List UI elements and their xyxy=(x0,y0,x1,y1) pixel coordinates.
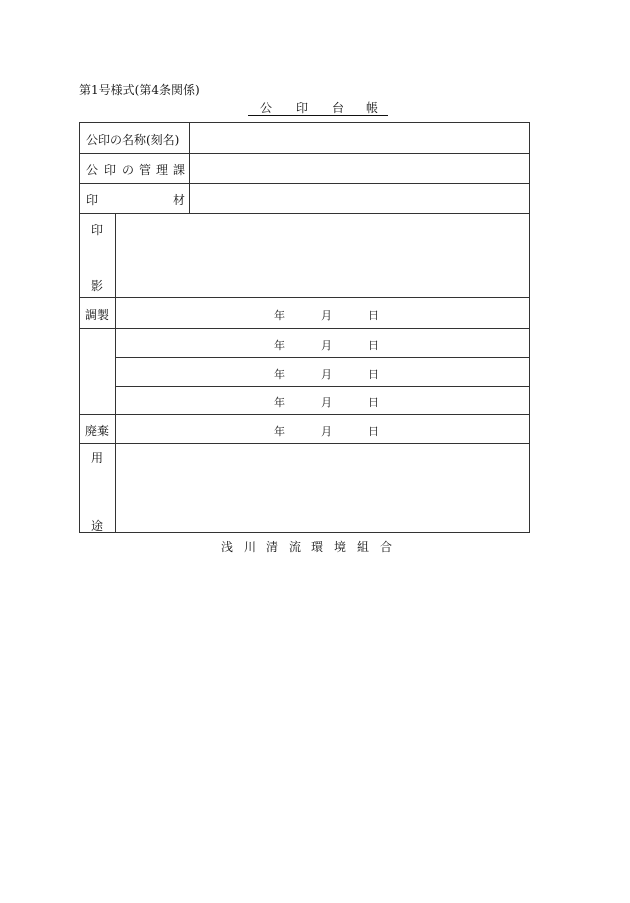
managing-dept-field[interactable] xyxy=(190,154,530,183)
manufacture-label: 調製 xyxy=(85,308,110,322)
year-unit: 年 xyxy=(274,309,285,322)
month-unit: 月 xyxy=(321,396,332,409)
document-title xyxy=(248,98,388,116)
year-unit: 年 xyxy=(274,368,285,381)
title-char: 印 xyxy=(296,101,309,115)
row-divider xyxy=(80,414,529,415)
year-unit: 年 xyxy=(274,425,285,438)
seal-name-field[interactable] xyxy=(190,123,530,153)
title-char: 帳 xyxy=(366,101,379,115)
impression-area[interactable] xyxy=(116,214,530,297)
year-unit: 年 xyxy=(274,396,285,409)
row-divider xyxy=(115,386,530,387)
day-unit: 日 xyxy=(368,339,379,352)
title-char: 公 xyxy=(260,101,273,115)
day-unit: 日 xyxy=(368,309,379,322)
purpose-area[interactable] xyxy=(116,444,530,532)
month-unit: 月 xyxy=(321,339,332,352)
row-divider xyxy=(80,297,529,298)
seal-name-label: 公印の名称(刻名) xyxy=(86,133,180,147)
day-unit: 日 xyxy=(368,368,379,381)
row-divider xyxy=(115,357,530,358)
disposal-label: 廃棄 xyxy=(85,424,110,438)
row-divider xyxy=(80,328,529,329)
day-unit: 日 xyxy=(368,425,379,438)
form-number: 第1号様式(第4条関係) xyxy=(79,83,200,97)
material-field[interactable] xyxy=(190,184,530,213)
seal-ledger-table: 公印の名称(刻名) 公 印 の 管 理 課 印 材 印 影 調製 年 月 日 年 月 日 年 月 日 年 月 日 廃棄 年 月 日 用 途 xyxy=(79,122,530,533)
month-unit: 月 xyxy=(321,368,332,381)
title-char: 台 xyxy=(332,101,345,115)
year-unit: 年 xyxy=(274,339,285,352)
month-unit: 月 xyxy=(321,425,332,438)
day-unit: 日 xyxy=(368,396,379,409)
month-unit: 月 xyxy=(321,309,332,322)
